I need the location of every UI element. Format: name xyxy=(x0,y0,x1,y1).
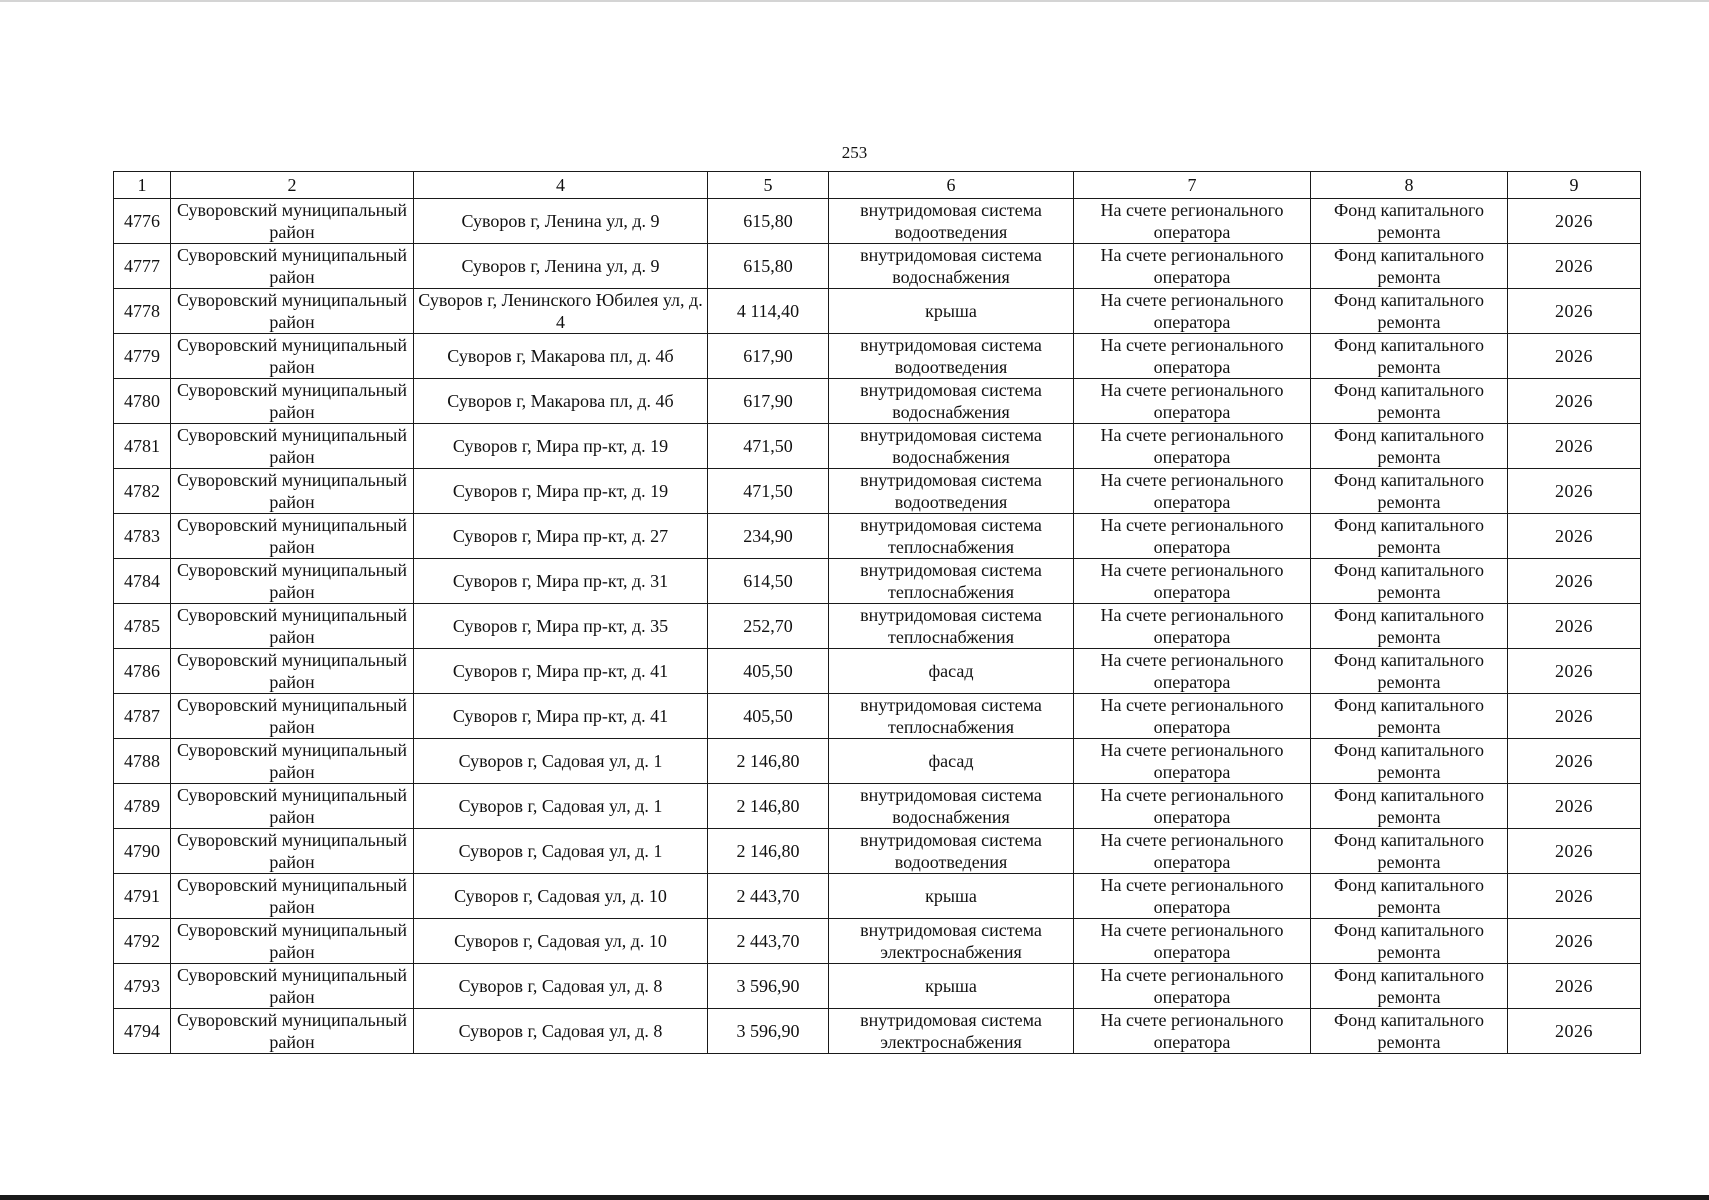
cell-year: 2026 xyxy=(1508,739,1641,784)
cell-area: 405,50 xyxy=(708,649,829,694)
cell-account-type: На счете регионального оператора xyxy=(1074,469,1311,514)
cell-row-number: 4786 xyxy=(114,649,171,694)
cell-district: Суворовский муниципальный район xyxy=(171,649,414,694)
cell-structural-element: внутридомовая система водоотведения xyxy=(829,829,1074,874)
cell-row-number: 4777 xyxy=(114,244,171,289)
cell-district: Суворовский муниципальный район xyxy=(171,514,414,559)
cell-account-type: На счете регионального оператора xyxy=(1074,559,1311,604)
capital-repair-table xyxy=(113,171,1641,1054)
column-header: 7 xyxy=(1074,172,1311,199)
cell-row-number: 4785 xyxy=(114,604,171,649)
cell-funding-source: Фонд капитального ремонта xyxy=(1311,289,1508,334)
cell-year: 2026 xyxy=(1508,649,1641,694)
cell-account-type: На счете регионального оператора xyxy=(1074,784,1311,829)
cell-structural-element: крыша xyxy=(829,289,1074,334)
table-row xyxy=(114,379,1641,424)
table-row xyxy=(114,694,1641,739)
cell-structural-element: внутридомовая система водоснабжения xyxy=(829,424,1074,469)
table-row xyxy=(114,244,1641,289)
cell-area: 252,70 xyxy=(708,604,829,649)
cell-area: 2 146,80 xyxy=(708,784,829,829)
cell-area: 471,50 xyxy=(708,424,829,469)
cell-area: 2 443,70 xyxy=(708,874,829,919)
cell-area: 617,90 xyxy=(708,379,829,424)
table-row xyxy=(114,469,1641,514)
cell-row-number: 4781 xyxy=(114,424,171,469)
column-header: 4 xyxy=(414,172,708,199)
cell-funding-source: Фонд капитального ремонта xyxy=(1311,829,1508,874)
cell-funding-source: Фонд капитального ремонта xyxy=(1311,649,1508,694)
cell-year: 2026 xyxy=(1508,919,1641,964)
cell-funding-source: Фонд капитального ремонта xyxy=(1311,694,1508,739)
cell-address: Суворов г, Садовая ул, д. 1 xyxy=(414,784,708,829)
cell-funding-source: Фонд капитального ремонта xyxy=(1311,874,1508,919)
cell-area: 2 146,80 xyxy=(708,739,829,784)
cell-structural-element: внутридомовая система водоснабжения xyxy=(829,379,1074,424)
cell-funding-source: Фонд капитального ремонта xyxy=(1311,199,1508,244)
cell-row-number: 4780 xyxy=(114,379,171,424)
cell-account-type: На счете регионального оператора xyxy=(1074,649,1311,694)
cell-area: 615,80 xyxy=(708,199,829,244)
cell-year: 2026 xyxy=(1508,379,1641,424)
cell-row-number: 4784 xyxy=(114,559,171,604)
cell-district: Суворовский муниципальный район xyxy=(171,694,414,739)
cell-structural-element: внутридомовая система теплоснабжения xyxy=(829,514,1074,559)
cell-row-number: 4789 xyxy=(114,784,171,829)
table-row xyxy=(114,559,1641,604)
cell-account-type: На счете регионального оператора xyxy=(1074,829,1311,874)
cell-address: Суворов г, Макарова пл, д. 4б xyxy=(414,379,708,424)
cell-address: Суворов г, Мира пр-кт, д. 41 xyxy=(414,649,708,694)
scan-top-edge xyxy=(0,0,1709,2)
cell-account-type: На счете регионального оператора xyxy=(1074,289,1311,334)
cell-address: Суворов г, Мира пр-кт, д. 35 xyxy=(414,604,708,649)
cell-funding-source: Фонд капитального ремонта xyxy=(1311,469,1508,514)
table-row xyxy=(114,964,1641,1009)
cell-year: 2026 xyxy=(1508,604,1641,649)
cell-funding-source: Фонд капитального ремонта xyxy=(1311,334,1508,379)
cell-district: Суворовский муниципальный район xyxy=(171,604,414,649)
cell-funding-source: Фонд капитального ремонта xyxy=(1311,784,1508,829)
cell-structural-element: крыша xyxy=(829,874,1074,919)
cell-row-number: 4794 xyxy=(114,1009,171,1054)
cell-year: 2026 xyxy=(1508,469,1641,514)
cell-funding-source: Фонд капитального ремонта xyxy=(1311,1009,1508,1054)
table-row xyxy=(114,424,1641,469)
cell-structural-element: внутридомовая система теплоснабжения xyxy=(829,559,1074,604)
cell-address: Суворов г, Мира пр-кт, д. 41 xyxy=(414,694,708,739)
cell-funding-source: Фонд капитального ремонта xyxy=(1311,604,1508,649)
table-row xyxy=(114,919,1641,964)
cell-address: Суворов г, Садовая ул, д. 10 xyxy=(414,874,708,919)
cell-area: 234,90 xyxy=(708,514,829,559)
table-body xyxy=(114,199,1641,1054)
cell-district: Суворовский муниципальный район xyxy=(171,829,414,874)
cell-address: Суворов г, Ленина ул, д. 9 xyxy=(414,244,708,289)
cell-address: Суворов г, Ленинского Юбилея ул, д. 4 xyxy=(414,289,708,334)
table-row xyxy=(114,289,1641,334)
cell-row-number: 4787 xyxy=(114,694,171,739)
cell-funding-source: Фонд капитального ремонта xyxy=(1311,964,1508,1009)
table-row xyxy=(114,829,1641,874)
cell-year: 2026 xyxy=(1508,199,1641,244)
cell-district: Суворовский муниципальный район xyxy=(171,334,414,379)
cell-row-number: 4779 xyxy=(114,334,171,379)
cell-structural-element: внутридомовая система водоснабжения xyxy=(829,784,1074,829)
cell-structural-element: внутридомовая система водоснабжения xyxy=(829,244,1074,289)
cell-structural-element: внутридомовая система водоотведения xyxy=(829,334,1074,379)
cell-row-number: 4793 xyxy=(114,964,171,1009)
cell-account-type: На счете регионального оператора xyxy=(1074,514,1311,559)
cell-account-type: На счете регионального оператора xyxy=(1074,604,1311,649)
cell-funding-source: Фонд капитального ремонта xyxy=(1311,244,1508,289)
cell-structural-element: внутридомовая система теплоснабжения xyxy=(829,604,1074,649)
table-row xyxy=(114,514,1641,559)
cell-district: Суворовский муниципальный район xyxy=(171,919,414,964)
cell-year: 2026 xyxy=(1508,424,1641,469)
column-header: 8 xyxy=(1311,172,1508,199)
cell-year: 2026 xyxy=(1508,874,1641,919)
cell-address: Суворов г, Макарова пл, д. 4б xyxy=(414,334,708,379)
cell-row-number: 4782 xyxy=(114,469,171,514)
cell-year: 2026 xyxy=(1508,244,1641,289)
cell-district: Суворовский муниципальный район xyxy=(171,199,414,244)
cell-district: Суворовский муниципальный район xyxy=(171,289,414,334)
cell-structural-element: внутридомовая система водоотведения xyxy=(829,469,1074,514)
cell-area: 3 596,90 xyxy=(708,1009,829,1054)
cell-funding-source: Фонд капитального ремонта xyxy=(1311,514,1508,559)
cell-funding-source: Фонд капитального ремонта xyxy=(1311,559,1508,604)
column-header: 5 xyxy=(708,172,829,199)
table-row xyxy=(114,649,1641,694)
cell-funding-source: Фонд капитального ремонта xyxy=(1311,919,1508,964)
cell-district: Суворовский муниципальный район xyxy=(171,784,414,829)
cell-area: 615,80 xyxy=(708,244,829,289)
cell-area: 405,50 xyxy=(708,694,829,739)
cell-structural-element: внутридомовая система электроснабжения xyxy=(829,1009,1074,1054)
cell-area: 471,50 xyxy=(708,469,829,514)
cell-account-type: На счете регионального оператора xyxy=(1074,379,1311,424)
cell-year: 2026 xyxy=(1508,334,1641,379)
cell-structural-element: внутридомовая система теплоснабжения xyxy=(829,694,1074,739)
cell-structural-element: внутридомовая система водоотведения xyxy=(829,199,1074,244)
cell-district: Суворовский муниципальный район xyxy=(171,469,414,514)
cell-district: Суворовский муниципальный район xyxy=(171,739,414,784)
column-header: 9 xyxy=(1508,172,1641,199)
cell-area: 614,50 xyxy=(708,559,829,604)
cell-address: Суворов г, Мира пр-кт, д. 27 xyxy=(414,514,708,559)
table-row xyxy=(114,739,1641,784)
cell-account-type: На счете регионального оператора xyxy=(1074,874,1311,919)
cell-address: Суворов г, Садовая ул, д. 1 xyxy=(414,829,708,874)
cell-account-type: На счете регионального оператора xyxy=(1074,1009,1311,1054)
cell-row-number: 4791 xyxy=(114,874,171,919)
table-row xyxy=(114,874,1641,919)
cell-account-type: На счете регионального оператора xyxy=(1074,334,1311,379)
column-header: 1 xyxy=(114,172,171,199)
cell-account-type: На счете регионального оператора xyxy=(1074,694,1311,739)
cell-account-type: На счете регионального оператора xyxy=(1074,244,1311,289)
table-row xyxy=(114,334,1641,379)
cell-district: Суворовский муниципальный район xyxy=(171,1009,414,1054)
cell-district: Суворовский муниципальный район xyxy=(171,424,414,469)
cell-row-number: 4776 xyxy=(114,199,171,244)
cell-district: Суворовский муниципальный район xyxy=(171,244,414,289)
cell-account-type: На счете регионального оператора xyxy=(1074,424,1311,469)
table-row xyxy=(114,604,1641,649)
table-row xyxy=(114,1009,1641,1054)
column-header: 6 xyxy=(829,172,1074,199)
cell-address: Суворов г, Мира пр-кт, д. 19 xyxy=(414,424,708,469)
cell-structural-element: фасад xyxy=(829,649,1074,694)
cell-account-type: На счете регионального оператора xyxy=(1074,964,1311,1009)
cell-year: 2026 xyxy=(1508,559,1641,604)
table-row xyxy=(114,199,1641,244)
cell-row-number: 4790 xyxy=(114,829,171,874)
cell-address: Суворов г, Садовая ул, д. 8 xyxy=(414,964,708,1009)
cell-address: Суворов г, Ленина ул, д. 9 xyxy=(414,199,708,244)
cell-district: Суворовский муниципальный район xyxy=(171,559,414,604)
cell-account-type: На счете регионального оператора xyxy=(1074,919,1311,964)
cell-account-type: На счете регионального оператора xyxy=(1074,199,1311,244)
page-number: 253 xyxy=(841,143,868,162)
cell-row-number: 4788 xyxy=(114,739,171,784)
cell-district: Суворовский муниципальный район xyxy=(171,874,414,919)
cell-year: 2026 xyxy=(1508,829,1641,874)
cell-area: 4 114,40 xyxy=(708,289,829,334)
cell-area: 3 596,90 xyxy=(708,964,829,1009)
cell-address: Суворов г, Мира пр-кт, д. 19 xyxy=(414,469,708,514)
cell-area: 617,90 xyxy=(708,334,829,379)
cell-year: 2026 xyxy=(1508,784,1641,829)
cell-address: Суворов г, Садовая ул, д. 8 xyxy=(414,1009,708,1054)
table-row xyxy=(114,784,1641,829)
cell-district: Суворовский муниципальный район xyxy=(171,964,414,1009)
cell-row-number: 4792 xyxy=(114,919,171,964)
cell-address: Суворов г, Садовая ул, д. 1 xyxy=(414,739,708,784)
cell-funding-source: Фонд капитального ремонта xyxy=(1311,379,1508,424)
cell-row-number: 4778 xyxy=(114,289,171,334)
cell-year: 2026 xyxy=(1508,289,1641,334)
cell-year: 2026 xyxy=(1508,964,1641,1009)
cell-address: Суворов г, Садовая ул, д. 10 xyxy=(414,919,708,964)
cell-row-number: 4783 xyxy=(114,514,171,559)
cell-funding-source: Фонд капитального ремонта xyxy=(1311,739,1508,784)
cell-funding-source: Фонд капитального ремонта xyxy=(1311,424,1508,469)
column-header: 2 xyxy=(171,172,414,199)
cell-structural-element: крыша xyxy=(829,964,1074,1009)
cell-structural-element: фасад xyxy=(829,739,1074,784)
cell-year: 2026 xyxy=(1508,1009,1641,1054)
cell-area: 2 146,80 xyxy=(708,829,829,874)
cell-year: 2026 xyxy=(1508,694,1641,739)
cell-account-type: На счете регионального оператора xyxy=(1074,739,1311,784)
header-row xyxy=(114,172,1641,199)
cell-address: Суворов г, Мира пр-кт, д. 31 xyxy=(414,559,708,604)
cell-structural-element: внутридомовая система электроснабжения xyxy=(829,919,1074,964)
cell-area: 2 443,70 xyxy=(708,919,829,964)
scan-bottom-edge xyxy=(0,1195,1709,1200)
cell-year: 2026 xyxy=(1508,514,1641,559)
cell-district: Суворовский муниципальный район xyxy=(171,379,414,424)
